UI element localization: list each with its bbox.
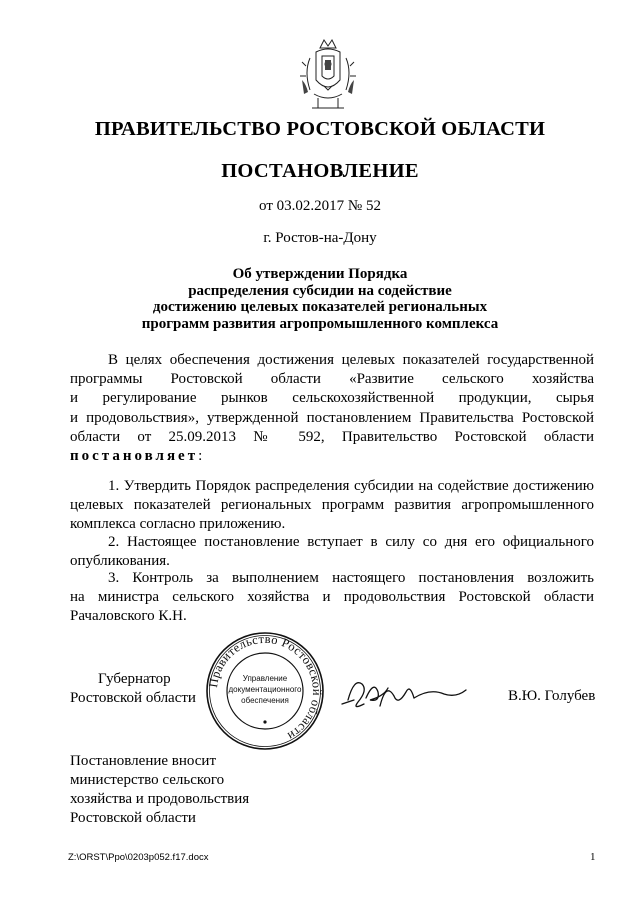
item-line: опубликования.: [70, 553, 170, 570]
resolution-item-1: [70, 477, 594, 535]
document-date-number: от 03.02.2017 № 52: [259, 198, 381, 214]
decision-colon: :: [198, 448, 203, 465]
item-line: Рачаловского К.Н.: [70, 608, 187, 625]
item-line: комплекса согласно приложению.: [70, 516, 286, 533]
document-type: ПОСТАНОВЛЕНИЕ: [221, 160, 419, 182]
subject-line: Об утверждении Порядка: [232, 266, 408, 282]
signer-position: [70, 670, 196, 708]
note-line: хозяйства и продовольствия: [70, 791, 250, 807]
preamble-line: и регулирование рынков сельскохозяйственной продукции, сырья: [70, 390, 594, 407]
coat-of-arms-emblem: [296, 36, 360, 116]
svg-text:Управление: Управление: [242, 674, 288, 683]
government-title: ПРАВИТЕЛЬСТВО РОСТОВСКОЙ ОБЛАСТИ: [94, 118, 546, 140]
decision-word: постановляет: [70, 448, 199, 465]
signer-position-line: Губернатор: [98, 671, 171, 687]
item-line: 2. Настоящее постановление вступает в силу со дня его официального: [108, 534, 594, 550]
subject-line: программ развития агропромышленного комплекса: [141, 315, 499, 332]
official-round-stamp: [204, 630, 326, 752]
svg-text:обеспечения: обеспечения: [241, 696, 289, 705]
page-number: 1: [590, 851, 596, 863]
svg-text:Правительство Ростовской облас: Правительство Ростовской области: [206, 631, 325, 744]
preamble-line: В целях обеспечения достижения целевых показателей государственной: [108, 352, 594, 368]
subject-line: распределения субсидии на содействие: [188, 282, 452, 299]
document-city: г. Ростов-на-Дону: [263, 230, 377, 246]
note-line: министерство сельского: [70, 772, 225, 788]
resolution-item-2: [70, 533, 594, 571]
signer-name: В.Ю. Голубев: [508, 688, 596, 704]
preamble-line: и продовольствия», утвержденной постановлением Правительства Ростовской: [70, 409, 594, 426]
item-line: 1. Утвердить Порядок распределения субсидии на содействие достижению: [108, 478, 594, 494]
document-subject: [0, 266, 640, 332]
note-line: Ростовской области: [70, 810, 196, 826]
note-line: Постановление вносит: [70, 753, 217, 769]
decision-word-line: [70, 447, 594, 466]
resolution-item-3: [70, 569, 594, 627]
preamble-paragraph: [70, 351, 594, 466]
item-line: целевых показателей региональных программ развития агропромышленного: [70, 497, 594, 514]
signer-position-line: Ростовской области: [70, 690, 196, 706]
submitted-by-note: [70, 752, 249, 828]
handwritten-signature: [340, 670, 470, 720]
subject-line: достижению целевых показателей региональных: [152, 299, 488, 315]
footer-file-path: Z:\ORST\Ppo\0203p052.f17.docx: [68, 852, 209, 863]
item-line: 3. Контроль за выполнением настоящего постановления возложить: [108, 570, 594, 586]
svg-text:документационного: документационного: [228, 685, 302, 694]
item-line: на министра сельского хозяйства и продовольствия Ростовской области: [70, 589, 594, 606]
preamble-line: области от 25.09.2013 № 592, Правительство Ростовской области: [70, 428, 594, 445]
preamble-line: программы Ростовской области «Развитие сельского хозяйства: [70, 371, 594, 388]
